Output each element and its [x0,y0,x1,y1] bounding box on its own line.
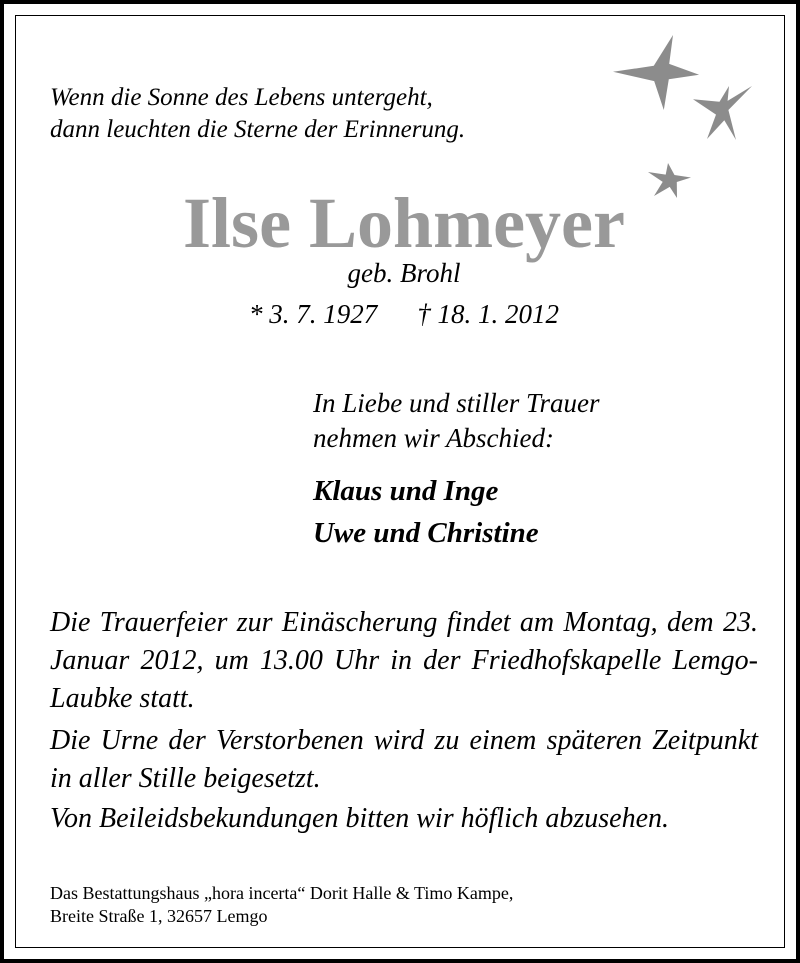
motto-line-1: Wenn die Sonne des Lebens untergeht, [50,84,433,111]
mourner-family-2: Uwe und Christine [313,517,539,549]
funeral-service-info: Die Trauerfeier zur Einäscherung findet am Montag, dem 23. Januar 2012, um 13.00 Uhr in der Friedhofskapelle Lemgo-Laubke statt. [50,607,758,714]
motto-line-2: dann leuchten die Sterne der Erinnerung. [50,116,466,143]
birth-date: * 3. 7. 1927 [249,299,378,329]
funeral-home-line-2: Breite Straße 1, 32657 Lemgo [50,906,268,926]
death-date: † 18. 1. 2012 [417,299,559,329]
mourning-intro-line-2: nehmen wir Abschied: [313,423,554,453]
urn-burial-info: Die Urne der Verstorbenen wird zu einem späteren Zeitpunkt in aller Stille beigesetzt. [50,725,758,794]
star-icon [693,86,752,140]
mourning-intro [313,386,773,456]
birth-name: geb. Brohl [347,258,461,288]
mourner-family-1: Klaus und Inge [313,475,499,507]
mourner-names [313,470,773,554]
deceased-name: Ilse Lohmeyer [183,183,625,263]
funeral-home-info [50,882,750,928]
motto [50,82,610,146]
stars-decoration [604,26,774,206]
life-dates [4,299,800,330]
star-icon [613,35,699,110]
mourning-intro-line-1: In Liebe und stiller Trauer [313,388,600,418]
condolence-request: Von Beileidsbekundungen bitten wir höflich abzusehen. [50,803,670,834]
funeral-home-line-1: Das Bestattungshaus „hora incerta“ Dorit Halle & Timo Kampe, [50,883,514,903]
